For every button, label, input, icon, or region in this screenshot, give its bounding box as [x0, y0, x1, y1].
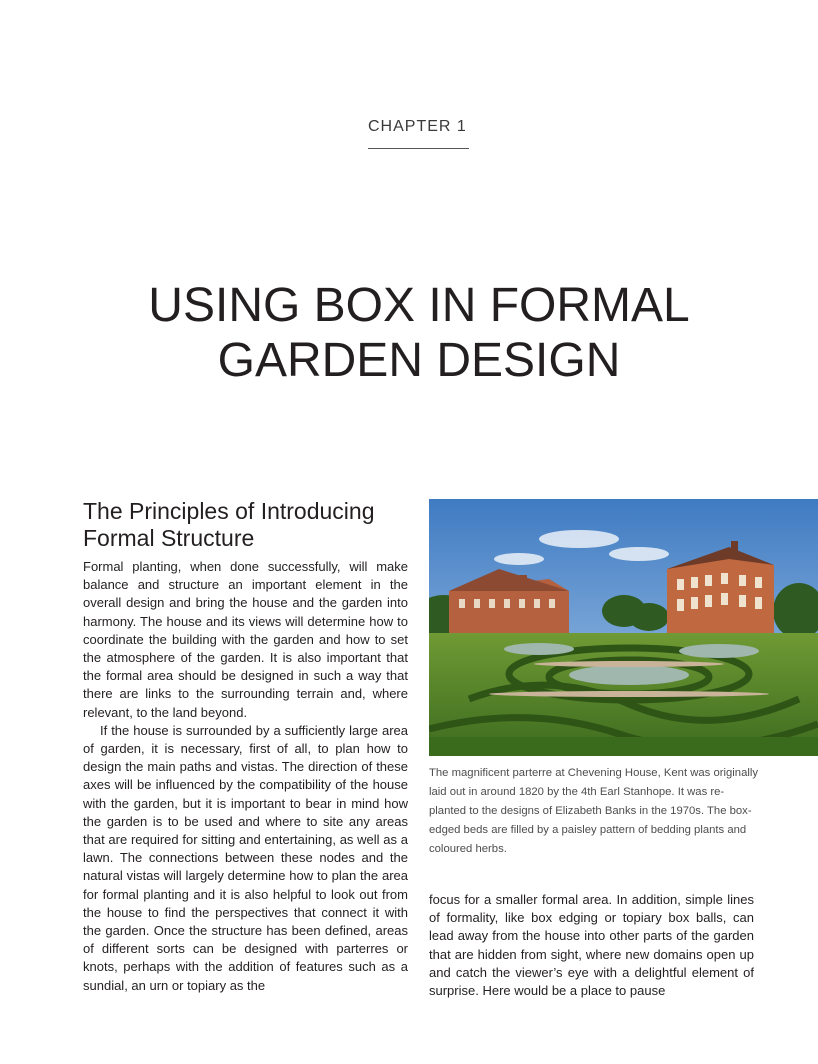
chapter-underline — [368, 148, 469, 149]
chapter-label: CHAPTER 1 — [368, 118, 467, 135]
photo-illustration — [429, 499, 818, 756]
foreground-hedge — [429, 737, 818, 756]
chevening-parterre-photo — [429, 499, 818, 756]
body-paragraph-1: Formal planting, when done successfully, will make balance and structure an important element in the overall design and bring the house and the garden into harmony. The house and its views will determine how to coordinate the building with the garden and how to set the atmosphere of the garden. It is also important that the formal area should be designed in such a way that there are links to the surrounding terrain and, where relevant, to the land beyond. — [83, 559, 408, 720]
left-column — [83, 498, 408, 995]
body-text — [83, 558, 408, 995]
body-paragraph-2: If the house is surrounded by a sufficiently large area of garden, it is necessary, first of all, to plan how to design the main paths and vistas. The direction of these axes will be influenced by the compatibility of the house with the garden, but it is important to bear in mind how the garden is to be used and where to site any areas that are required for sitting and entertaining, as well as a lawn. The connections between these nodes and the natural vistas will largely determine how to plan the area for formal planting and it is also helpful to look out from the house to find the perspectives that connect it with the garden. Once the structure has been defined, areas of different sorts can be designed with parterres or knots, perhaps with the addition of features such as a sundial, an urn or topiary as the — [83, 722, 408, 993]
photo-caption: The magnificent parterre at Chevening House, Kent was originally laid out in around 1820 by the 4th Earl Stanhope. It was re-planted to the designs of Elizabeth Banks in the 1970s. The box-edged beds are filled by a paisley pattern of bedding plants and coloured herbs. — [429, 767, 759, 855]
chapter-title — [0, 278, 818, 388]
chapter-title-line-2: GARDEN DESIGN — [217, 334, 621, 387]
section-heading: The Principles of Introducing Formal Structure — [83, 498, 375, 551]
chapter-title-line-1: USING BOX IN FORMAL — [148, 279, 690, 332]
right-column-text — [429, 891, 754, 1000]
body-paragraph-continued: focus for a smaller formal area. In addition, simple lines of formality, like box edging or topiary box balls, can lead away from the house into other parts of the garden that are hidden from sight, where new domains open up and catch the viewer’s eye with a delightful element of surprise. Here would be a place to pause — [429, 892, 754, 999]
